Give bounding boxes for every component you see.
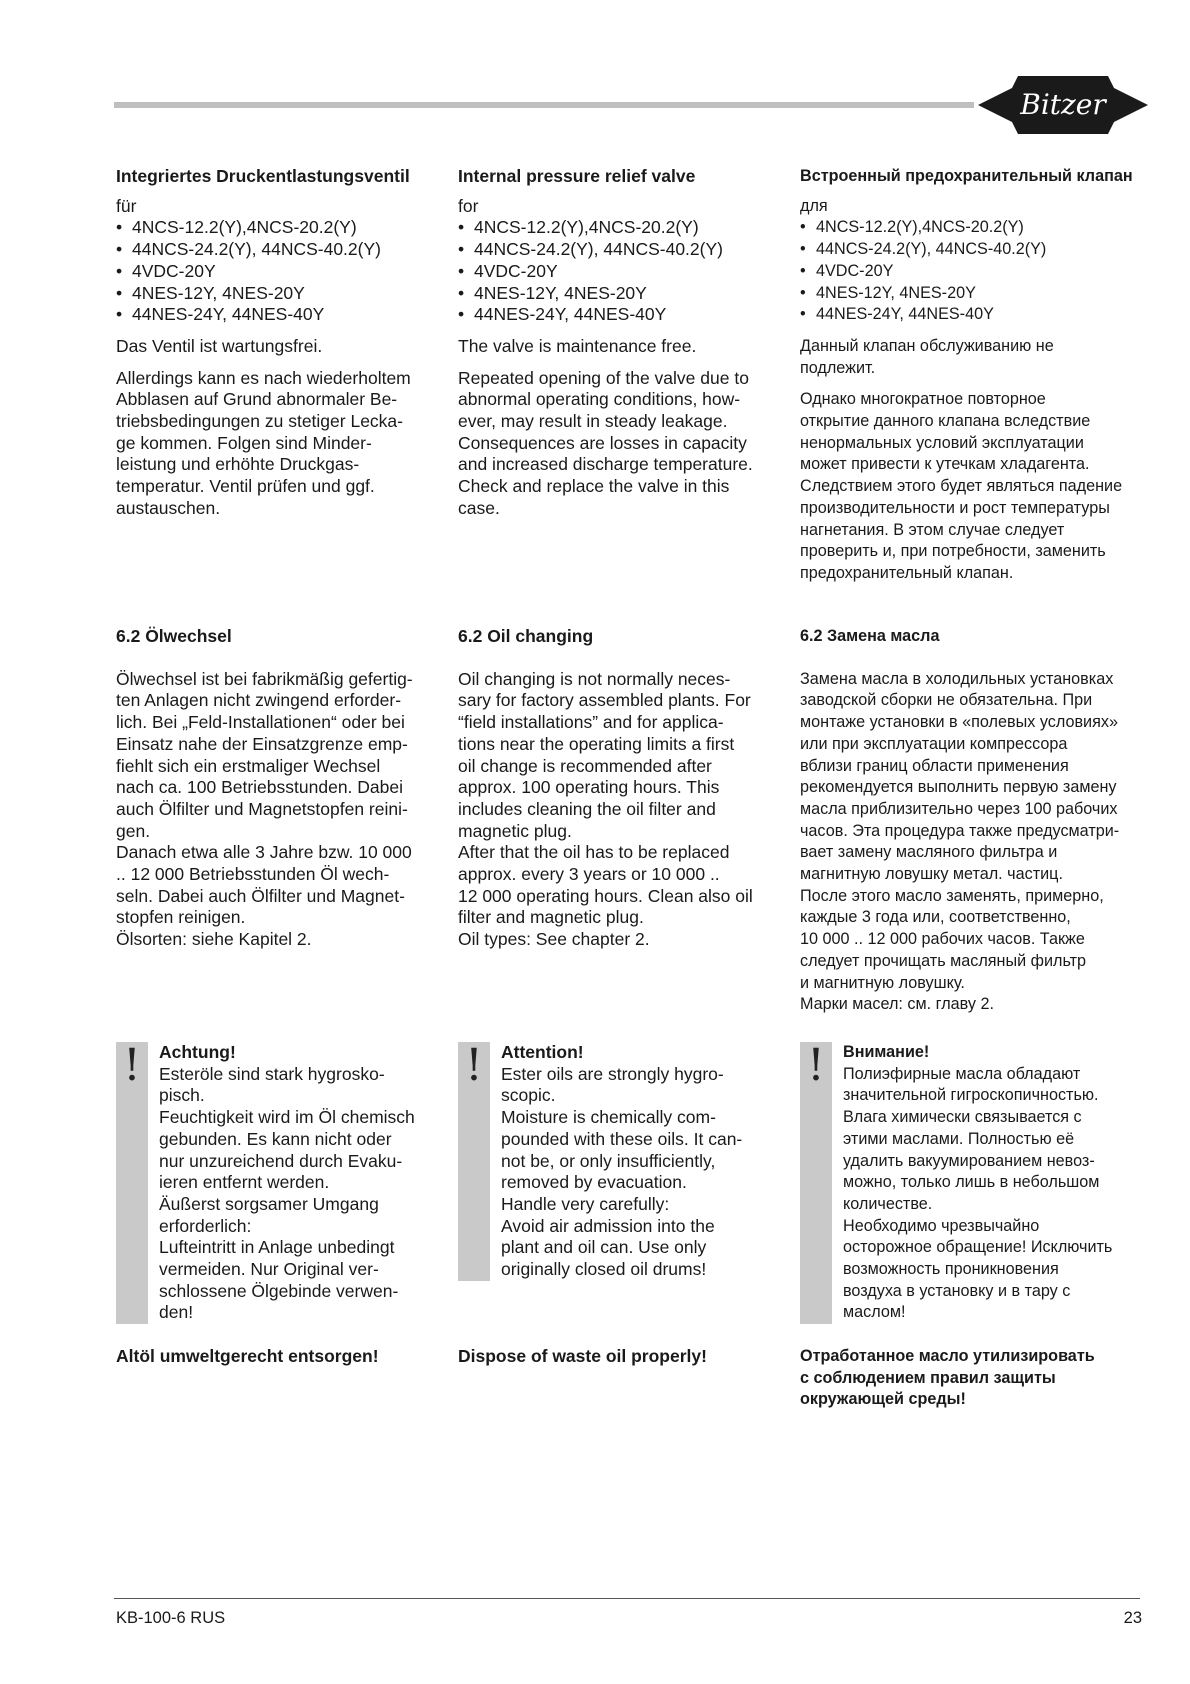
bitzer-logo: [978, 74, 1148, 136]
text-line: значительной гигроскопичностью.: [843, 1086, 1099, 1105]
footer-rule: [114, 1598, 1140, 1599]
dispose-line: с соблюдением правил защиты: [800, 1368, 1056, 1387]
text-line: fiehlt sich ein erstmaliger Wechsel: [116, 755, 381, 776]
list-item: • 4VDC-20Y: [116, 261, 451, 283]
text-line: Einsatz nahe der Einsatzgrenze emp-: [116, 733, 408, 754]
text-line: approx. every 3 years or 10 000 ..: [458, 864, 720, 885]
column-german: [116, 166, 451, 1366]
dispose-note: [458, 1346, 793, 1368]
text-line: Полиэфирные масла обладают: [843, 1064, 1081, 1083]
text-line: magnetic plug.: [458, 820, 572, 841]
valve-heading: Встроенный предохранительный клапан: [800, 167, 1133, 185]
text-line: tions near the operating limits a first: [458, 733, 735, 754]
text-line: 10 000 .. 12 000 рабочих часов. Также: [800, 930, 1085, 949]
text-line: заводской сборки не обязательна. При: [800, 691, 1093, 710]
text-line: Данный клапан обслуживанию не: [800, 336, 1054, 355]
valve-section: [800, 166, 1145, 585]
text-line: После этого масло заменять, примерно,: [800, 886, 1104, 905]
text-line: часов. Эта процедура также предусматри-: [800, 821, 1120, 840]
text-line: рекомендуется выполнить первую замену: [800, 778, 1117, 797]
text-line: маслом!: [843, 1303, 906, 1322]
text-line: Check and replace the valve in this: [458, 476, 730, 497]
document-code: KB-100-6 RUS: [116, 1609, 226, 1627]
list-item: • 4VDC-20Y: [458, 261, 793, 283]
page-number: 23: [1123, 1609, 1142, 1627]
text-line: oil change is recommended after: [458, 755, 712, 776]
text-line: Consequences are losses in capacity: [458, 432, 747, 453]
text-line: pisch.: [159, 1085, 205, 1106]
text-line: gen.: [116, 820, 151, 841]
text-line: sary for factory assembled plants. For: [458, 690, 751, 711]
text-line: Oil types: See chapter 2.: [458, 929, 650, 950]
text-line: Das Ventil ist wartungsfrei.: [116, 335, 323, 356]
text-line: ten Anlagen nicht zwingend erforder-: [116, 690, 402, 711]
text-line: количестве.: [843, 1194, 933, 1213]
text-line: каждые 3 года или, соответственно,: [800, 908, 1071, 927]
valve-section: [458, 166, 793, 520]
text-line: vermeiden. Nur Original ver-: [159, 1259, 379, 1280]
text-line: The valve is maintenance free.: [458, 335, 697, 356]
text-line: Необходимо чрезвычайно: [843, 1216, 1040, 1235]
valve-for: для: [800, 196, 828, 215]
text-line: austauschen.: [116, 497, 221, 518]
warning-box: [458, 1042, 793, 1281]
text-line: Handle very carefully:: [501, 1193, 670, 1214]
dispose-line: Altöl umweltgerecht entsorgen!: [116, 1346, 379, 1366]
text-line: предохранительный клапан.: [800, 563, 1014, 582]
list-item: • 4VDC-20Y: [800, 261, 1145, 283]
text-line: plant and oil can. Use only: [501, 1237, 707, 1258]
text-line: вблизи границ области применения: [800, 756, 1069, 775]
valve-for: für: [116, 195, 137, 216]
text-line: Abblasen auf Grund abnormaler Be-: [116, 389, 398, 410]
logo-text: Bitzer: [1020, 88, 1106, 121]
list-item: • 44NCS-24.2(Y), 44NCS-40.2(Y): [116, 239, 451, 261]
column-russian: [800, 166, 1135, 1409]
exclamation-icon: !: [123, 1040, 141, 1091]
text-line: Äußerst sorgsamer Umgang: [159, 1193, 379, 1214]
column-english: [458, 166, 793, 1366]
text-line: подлежит.: [800, 358, 876, 377]
text-line: seln. Dabei auch Ölfilter und Magnet-: [116, 885, 405, 906]
dispose-line: Отработанное масло утилизировать: [800, 1347, 1095, 1365]
text-line: abnormal operating conditions, how-: [458, 389, 741, 410]
text-line: filter and magnetic plug.: [458, 907, 644, 928]
text-line: schlossene Ölgebinde verwen-: [159, 1280, 399, 1301]
valve-heading: Integriertes Druckentlastungsventil: [116, 166, 410, 186]
warning-title: Achtung!: [159, 1042, 236, 1062]
text-line: Esteröle sind stark hygrosko-: [159, 1063, 385, 1084]
text-line: scopic.: [501, 1085, 556, 1106]
valve-for: for: [458, 195, 479, 216]
valve-heading: Internal pressure relief valve: [458, 166, 696, 186]
text-line: удалить вакуумированием невоз-: [843, 1151, 1095, 1170]
text-line: not be, or only insufficiently,: [501, 1150, 716, 1171]
text-line: removed by evacuation.: [501, 1172, 687, 1193]
text-line: Ester oils are strongly hygro-: [501, 1063, 724, 1084]
list-item: • 44NES-24Y, 44NES-40Y: [116, 304, 451, 326]
text-line: или при эксплуатации компрессора: [800, 734, 1068, 753]
list-item: • 4NCS-12.2(Y),4NCS-20.2(Y): [116, 217, 451, 239]
text-line: магнитную ловушку метал. частиц.: [800, 865, 1063, 884]
dispose-line: Dispose of waste oil properly!: [458, 1346, 707, 1366]
text-line: Allerdings kann es nach wiederholtem: [116, 367, 411, 388]
text-line: auch Ölfilter und Magnetstopfen reini-: [116, 798, 408, 819]
text-line: можно, только лишь в небольшом: [843, 1173, 1100, 1192]
model-list: [116, 217, 451, 326]
text-line: нагнетания. В этом случае следует: [800, 520, 1065, 539]
text-line: Ölsorten: siehe Kapitel 2.: [116, 929, 312, 950]
text-line: erforderlich:: [159, 1215, 252, 1236]
model-list: [800, 217, 1145, 326]
text-line: .. 12 000 Betriebsstunden Öl wech-: [116, 864, 390, 885]
text-line: triebsbedingungen zu stetiger Lecka-: [116, 411, 403, 432]
list-item: • 44NCS-24.2(Y), 44NCS-40.2(Y): [800, 239, 1145, 261]
text-line: и магнитную ловушку.: [800, 973, 965, 992]
text-line: originally closed oil drums!: [501, 1259, 707, 1280]
oil-section: [116, 626, 451, 951]
text-line: nur unzureichend durch Evaku-: [159, 1150, 403, 1171]
dispose-line: окружающей среды!: [800, 1390, 966, 1409]
text-line: масла приблизительно через 100 рабочих: [800, 799, 1118, 818]
text-line: следует прочищать масляный фильтр: [800, 951, 1087, 970]
text-line: ge kommen. Folgen sind Minder-: [116, 432, 372, 453]
text-line: Feuchtigkeit wird im Öl chemisch: [159, 1107, 415, 1128]
text-line: gebunden. Es kann nicht oder: [159, 1128, 392, 1149]
oil-heading: 6.2 Ölwechsel: [116, 626, 232, 646]
text-line: includes cleaning the oil filter and: [458, 798, 716, 819]
text-line: Марки масел: см. главу 2.: [800, 995, 994, 1014]
text-line: производительности и рост температуры: [800, 498, 1110, 517]
list-item: • 44NES-24Y, 44NES-40Y: [458, 304, 793, 326]
dispose-note: [116, 1346, 451, 1368]
text-line: 12 000 operating hours. Clean also oil: [458, 885, 753, 906]
text-line: den!: [159, 1302, 194, 1323]
text-line: case.: [458, 497, 500, 518]
list-item: • 44NCS-24.2(Y), 44NCS-40.2(Y): [458, 239, 793, 261]
text-line: монтаже установки в «полевых условиях»: [800, 713, 1118, 732]
list-item: • 4NES-12Y, 4NES-20Y: [116, 283, 451, 305]
text-line: Lufteintritt in Anlage unbedingt: [159, 1237, 395, 1258]
text-line: вает замену масляного фильтра и: [800, 843, 1058, 862]
list-item: • 4NES-12Y, 4NES-20Y: [800, 283, 1145, 305]
text-line: Влага химически связывается с: [843, 1108, 1082, 1127]
text-line: “field installations” and for applica-: [458, 712, 724, 733]
text-line: Замена масла в холодильных установках: [800, 669, 1114, 688]
oil-heading: 6.2 Замена масла: [800, 627, 940, 645]
text-line: воздуха в установку и в тару с: [843, 1281, 1071, 1300]
text-line: Danach etwa alle 3 Jahre bzw. 10 000: [116, 842, 412, 863]
oil-heading: 6.2 Oil changing: [458, 626, 594, 646]
model-list: [458, 217, 793, 326]
text-line: stopfen reinigen.: [116, 907, 246, 928]
text-line: Repeated opening of the valve due to: [458, 367, 749, 388]
text-line: ieren entfernt werden.: [159, 1172, 330, 1193]
oil-section: [800, 626, 1145, 1016]
text-line: Moisture is chemically com-: [501, 1107, 716, 1128]
list-item: • 44NES-24Y, 44NES-40Y: [800, 304, 1145, 326]
header-rule: [114, 102, 974, 108]
text-line: проверить и, при потребности, заменить: [800, 542, 1106, 561]
text-line: lich. Bei „Feld-Installationen“ oder bei: [116, 712, 405, 733]
oil-section: [458, 626, 793, 951]
exclamation-icon: !: [465, 1040, 483, 1091]
dispose-note: [800, 1346, 1145, 1411]
list-item: • 4NCS-12.2(Y),4NCS-20.2(Y): [800, 217, 1145, 239]
text-line: approx. 100 operating hours. This: [458, 777, 720, 798]
warning-title: Attention!: [501, 1042, 584, 1062]
text-line: этими маслами. Полностью её: [843, 1129, 1075, 1148]
warning-box: [800, 1042, 1145, 1324]
text-line: and increased discharge temperature.: [458, 454, 753, 475]
text-line: ненормальных условий эксплуатации: [800, 433, 1084, 452]
text-line: ever, may result in steady leakage.: [458, 411, 728, 432]
text-line: Avoid air admission into the: [501, 1215, 715, 1236]
text-line: After that the oil has to be replaced: [458, 842, 730, 863]
text-line: может привести к утечкам хладагента.: [800, 455, 1090, 474]
exclamation-icon: !: [807, 1040, 825, 1091]
list-item: • 4NCS-12.2(Y),4NCS-20.2(Y): [458, 217, 793, 239]
list-item: • 4NES-12Y, 4NES-20Y: [458, 283, 793, 305]
text-line: temperatur. Ventil prüfen und ggf.: [116, 476, 375, 497]
text-line: осторожное обращение! Исключить: [843, 1238, 1113, 1257]
text-line: Однако многократное повторное: [800, 390, 1046, 409]
warning-box: [116, 1042, 451, 1324]
text-line: pounded with these oils. It can-: [501, 1128, 743, 1149]
text-line: Oil changing is not normally neces-: [458, 668, 731, 689]
text-line: возможность проникновения: [843, 1260, 1059, 1279]
text-line: leistung und erhöhte Druckgas-: [116, 454, 360, 475]
text-line: nach ca. 100 Betriebsstunden. Dabei: [116, 777, 403, 798]
valve-section: [116, 166, 451, 520]
text-line: Следствием этого будет являться падение: [800, 477, 1123, 496]
text-line: открытие данного клапана вследствие: [800, 412, 1091, 431]
text-line: Ölwechsel ist bei fabrikmäßig gefertig-: [116, 668, 413, 689]
warning-title: Внимание!: [843, 1043, 930, 1061]
